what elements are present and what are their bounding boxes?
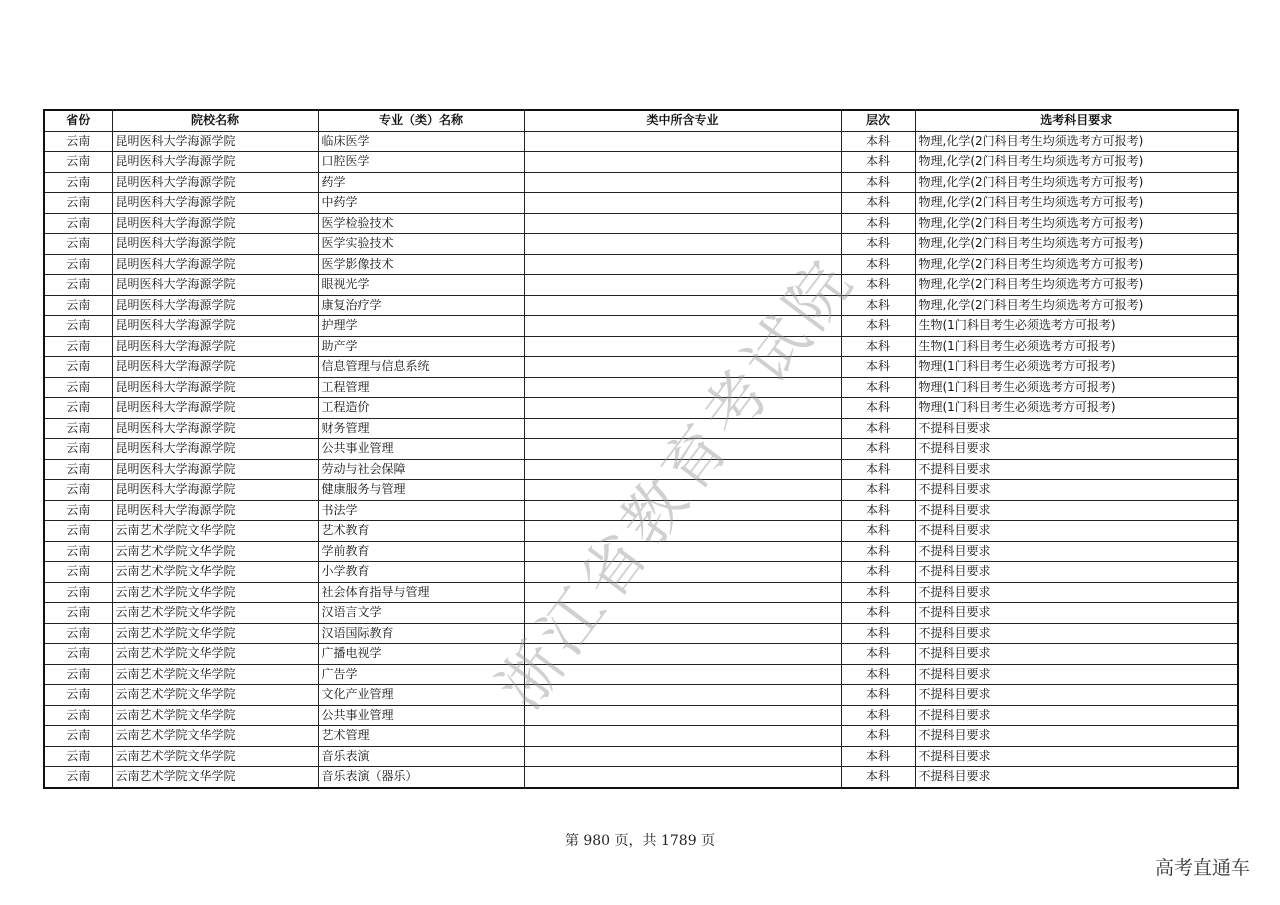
table-row [44,398,1238,419]
cell-province: 云南 [44,213,112,234]
cell-major: 公共事业管理 [318,705,524,726]
cell-sub-majors [524,726,841,747]
cell-province: 云南 [44,357,112,378]
cell-major: 医学影像技术 [318,254,524,275]
table-row [44,705,1238,726]
table-row [44,131,1238,152]
cell-school: 昆明医科大学海源学院 [112,275,318,296]
cell-requirement: 物理,化学(2门科目考生均须选考方可报考) [915,213,1238,234]
cell-sub-majors [524,377,841,398]
cell-province: 云南 [44,172,112,193]
cell-requirement: 不提科目要求 [915,623,1238,644]
cell-level: 本科 [841,521,915,542]
cell-sub-majors [524,295,841,316]
header-sub-majors: 类中所含专业 [524,110,841,131]
table-row [44,172,1238,193]
cell-province: 云南 [44,377,112,398]
cell-requirement: 不提科目要求 [915,480,1238,501]
cell-sub-majors [524,603,841,624]
cell-province: 云南 [44,398,112,419]
cell-requirement: 不提科目要求 [915,582,1238,603]
cell-level: 本科 [841,316,915,337]
cell-school: 昆明医科大学海源学院 [112,193,318,214]
cell-level: 本科 [841,398,915,419]
cell-major: 公共事业管理 [318,439,524,460]
cell-major: 艺术管理 [318,726,524,747]
cell-requirement: 物理,化学(2门科目考生均须选考方可报考) [915,275,1238,296]
cell-major: 广告学 [318,664,524,685]
cell-school: 昆明医科大学海源学院 [112,439,318,460]
cell-requirement: 不提科目要求 [915,767,1238,788]
cell-sub-majors [524,336,841,357]
cell-major: 音乐表演 [318,746,524,767]
cell-school: 昆明医科大学海源学院 [112,234,318,255]
cell-major: 口腔医学 [318,152,524,173]
cell-major: 健康服务与管理 [318,480,524,501]
cell-sub-majors [524,152,841,173]
cell-sub-majors [524,275,841,296]
cell-requirement: 物理,化学(2门科目考生均须选考方可报考) [915,193,1238,214]
cell-school: 云南艺术学院文华学院 [112,623,318,644]
cell-school: 云南艺术学院文华学院 [112,603,318,624]
brand-logo-text: 高考直通车 [1154,857,1250,879]
header-major: 专业（类）名称 [318,110,524,131]
cell-province: 云南 [44,685,112,706]
header-province: 省份 [44,110,112,131]
table-row [44,357,1238,378]
cell-requirement: 不提科目要求 [915,418,1238,439]
cell-requirement: 生物(1门科目考生必须选考方可报考) [915,316,1238,337]
cell-level: 本科 [841,254,915,275]
cell-level: 本科 [841,664,915,685]
cell-school: 昆明医科大学海源学院 [112,357,318,378]
cell-requirement: 不提科目要求 [915,459,1238,480]
cell-school: 昆明医科大学海源学院 [112,316,318,337]
cell-major: 康复治疗学 [318,295,524,316]
cell-requirement: 物理,化学(2门科目考生均须选考方可报考) [915,152,1238,173]
cell-school: 昆明医科大学海源学院 [112,254,318,275]
cell-level: 本科 [841,541,915,562]
table-row [44,541,1238,562]
cell-major: 艺术教育 [318,521,524,542]
table-row [44,521,1238,542]
cell-level: 本科 [841,767,915,788]
cell-province: 云南 [44,459,112,480]
cell-sub-majors [524,234,841,255]
cell-school: 云南艺术学院文华学院 [112,644,318,665]
cell-requirement: 不提科目要求 [915,603,1238,624]
cell-level: 本科 [841,562,915,583]
cell-level: 本科 [841,746,915,767]
cell-requirement: 不提科目要求 [915,562,1238,583]
table-row [44,459,1238,480]
cell-school: 昆明医科大学海源学院 [112,377,318,398]
cell-requirement: 不提科目要求 [915,644,1238,665]
cell-province: 云南 [44,726,112,747]
table-row [44,213,1238,234]
cell-level: 本科 [841,234,915,255]
cell-requirement: 生物(1门科目考生必须选考方可报考) [915,336,1238,357]
cell-school: 昆明医科大学海源学院 [112,131,318,152]
cell-level: 本科 [841,275,915,296]
cell-school: 云南艺术学院文华学院 [112,521,318,542]
cell-sub-majors [524,562,841,583]
table-body [44,131,1238,788]
cell-sub-majors [524,664,841,685]
cell-requirement: 不提科目要求 [915,746,1238,767]
cell-province: 云南 [44,152,112,173]
cell-sub-majors [524,459,841,480]
cell-sub-majors [524,439,841,460]
cell-major: 社会体育指导与管理 [318,582,524,603]
table-row [44,377,1238,398]
cell-school: 昆明医科大学海源学院 [112,213,318,234]
cell-school: 昆明医科大学海源学院 [112,418,318,439]
cell-requirement: 物理,化学(2门科目考生均须选考方可报考) [915,234,1238,255]
cell-sub-majors [524,131,841,152]
cell-sub-majors [524,172,841,193]
cell-requirement: 物理(1门科目考生必须选考方可报考) [915,398,1238,419]
cell-school: 云南艺术学院文华学院 [112,767,318,788]
cell-requirement: 不提科目要求 [915,685,1238,706]
cell-province: 云南 [44,254,112,275]
cell-school: 云南艺术学院文华学院 [112,664,318,685]
table-row [44,254,1238,275]
table-row [44,644,1238,665]
watermark: 浙江省教育考试院 [483,243,870,723]
cell-level: 本科 [841,295,915,316]
header-level: 层次 [841,110,915,131]
cell-sub-majors [524,193,841,214]
cell-requirement: 不提科目要求 [915,726,1238,747]
cell-school: 云南艺术学院文华学院 [112,705,318,726]
cell-school: 昆明医科大学海源学院 [112,500,318,521]
cell-major: 小学教育 [318,562,524,583]
table-row [44,234,1238,255]
cell-major: 中药学 [318,193,524,214]
cell-province: 云南 [44,644,112,665]
cell-major: 学前教育 [318,541,524,562]
cell-sub-majors [524,254,841,275]
cell-level: 本科 [841,439,915,460]
cell-major: 汉语言文学 [318,603,524,624]
cell-school: 昆明医科大学海源学院 [112,398,318,419]
cell-major: 助产学 [318,336,524,357]
table-row [44,582,1238,603]
cell-province: 云南 [44,500,112,521]
header-requirement: 选考科目要求 [915,110,1238,131]
cell-sub-majors [524,213,841,234]
cell-major: 医学检验技术 [318,213,524,234]
cell-major: 音乐表演（器乐） [318,767,524,788]
cell-major: 文化产业管理 [318,685,524,706]
cell-requirement: 不提科目要求 [915,664,1238,685]
cell-sub-majors [524,398,841,419]
cell-school: 昆明医科大学海源学院 [112,152,318,173]
cell-level: 本科 [841,172,915,193]
table-row [44,418,1238,439]
table-header [44,110,1238,131]
cell-school: 昆明医科大学海源学院 [112,480,318,501]
cell-province: 云南 [44,234,112,255]
table-row [44,623,1238,644]
cell-school: 云南艺术学院文华学院 [112,685,318,706]
table-row [44,726,1238,747]
cell-sub-majors [524,582,841,603]
table-row [44,439,1238,460]
table-row [44,767,1238,788]
cell-province: 云南 [44,336,112,357]
cell-level: 本科 [841,500,915,521]
cell-requirement: 不提科目要求 [915,541,1238,562]
cell-level: 本科 [841,193,915,214]
cell-school: 昆明医科大学海源学院 [112,336,318,357]
cell-sub-majors [524,541,841,562]
cell-school: 昆明医科大学海源学院 [112,295,318,316]
cell-school: 云南艺术学院文华学院 [112,562,318,583]
cell-province: 云南 [44,582,112,603]
cell-sub-majors [524,705,841,726]
cell-major: 劳动与社会保障 [318,459,524,480]
cell-major: 书法学 [318,500,524,521]
cell-level: 本科 [841,582,915,603]
cell-school: 云南艺术学院文华学院 [112,726,318,747]
cell-level: 本科 [841,603,915,624]
cell-sub-majors [524,644,841,665]
cell-province: 云南 [44,521,112,542]
cell-province: 云南 [44,664,112,685]
cell-level: 本科 [841,213,915,234]
cell-school: 云南艺术学院文华学院 [112,746,318,767]
cell-major: 信息管理与信息系统 [318,357,524,378]
table-row [44,275,1238,296]
table-row [44,603,1238,624]
cell-level: 本科 [841,336,915,357]
cell-level: 本科 [841,480,915,501]
cell-level: 本科 [841,131,915,152]
cell-level: 本科 [841,685,915,706]
cell-major: 财务管理 [318,418,524,439]
cell-level: 本科 [841,152,915,173]
cell-school: 昆明医科大学海源学院 [112,459,318,480]
cell-province: 云南 [44,746,112,767]
cell-major: 汉语国际教育 [318,623,524,644]
table-row [44,500,1238,521]
cell-requirement: 不提科目要求 [915,521,1238,542]
cell-province: 云南 [44,295,112,316]
cell-province: 云南 [44,767,112,788]
cell-major: 工程管理 [318,377,524,398]
header-row [44,110,1238,131]
cell-requirement: 物理,化学(2门科目考生均须选考方可报考) [915,295,1238,316]
cell-sub-majors [524,685,841,706]
table-row [44,336,1238,357]
cell-level: 本科 [841,459,915,480]
cell-requirement: 物理,化学(2门科目考生均须选考方可报考) [915,254,1238,275]
cell-province: 云南 [44,418,112,439]
cell-province: 云南 [44,316,112,337]
table-row [44,664,1238,685]
cell-level: 本科 [841,357,915,378]
cell-level: 本科 [841,623,915,644]
cell-level: 本科 [841,377,915,398]
cell-sub-majors [524,767,841,788]
cell-major: 护理学 [318,316,524,337]
cell-sub-majors [524,480,841,501]
cell-sub-majors [524,521,841,542]
cell-province: 云南 [44,603,112,624]
cell-major: 药学 [318,172,524,193]
cell-school: 云南艺术学院文华学院 [112,541,318,562]
cell-province: 云南 [44,480,112,501]
cell-level: 本科 [841,418,915,439]
cell-major: 医学实验技术 [318,234,524,255]
cell-requirement: 物理,化学(2门科目考生均须选考方可报考) [915,172,1238,193]
cell-level: 本科 [841,705,915,726]
cell-sub-majors [524,357,841,378]
table-row [44,152,1238,173]
cell-level: 本科 [841,644,915,665]
table-row [44,746,1238,767]
table-row [44,480,1238,501]
table-row [44,316,1238,337]
cell-province: 云南 [44,562,112,583]
cell-requirement: 物理(1门科目考生必须选考方可报考) [915,377,1238,398]
cell-province: 云南 [44,623,112,644]
cell-sub-majors [524,500,841,521]
cell-requirement: 不提科目要求 [915,500,1238,521]
cell-major: 广播电视学 [318,644,524,665]
table-row [44,562,1238,583]
admission-table [43,109,1239,789]
cell-province: 云南 [44,275,112,296]
header-school: 院校名称 [112,110,318,131]
cell-province: 云南 [44,439,112,460]
cell-major: 临床医学 [318,131,524,152]
cell-province: 云南 [44,131,112,152]
page-footer: 第 980 页，共 1789 页 [564,833,716,849]
cell-requirement: 物理(1门科目考生必须选考方可报考) [915,357,1238,378]
cell-sub-majors [524,746,841,767]
cell-school: 云南艺术学院文华学院 [112,582,318,603]
cell-level: 本科 [841,726,915,747]
cell-province: 云南 [44,541,112,562]
cell-sub-majors [524,623,841,644]
cell-school: 昆明医科大学海源学院 [112,172,318,193]
table-row [44,685,1238,706]
cell-requirement: 物理,化学(2门科目考生均须选考方可报考) [915,131,1238,152]
cell-requirement: 不提科目要求 [915,705,1238,726]
cell-major: 工程造价 [318,398,524,419]
cell-requirement: 不提科目要求 [915,439,1238,460]
cell-province: 云南 [44,193,112,214]
cell-major: 眼视光学 [318,275,524,296]
cell-sub-majors [524,316,841,337]
cell-province: 云南 [44,705,112,726]
table-row [44,193,1238,214]
table-row [44,295,1238,316]
cell-sub-majors [524,418,841,439]
